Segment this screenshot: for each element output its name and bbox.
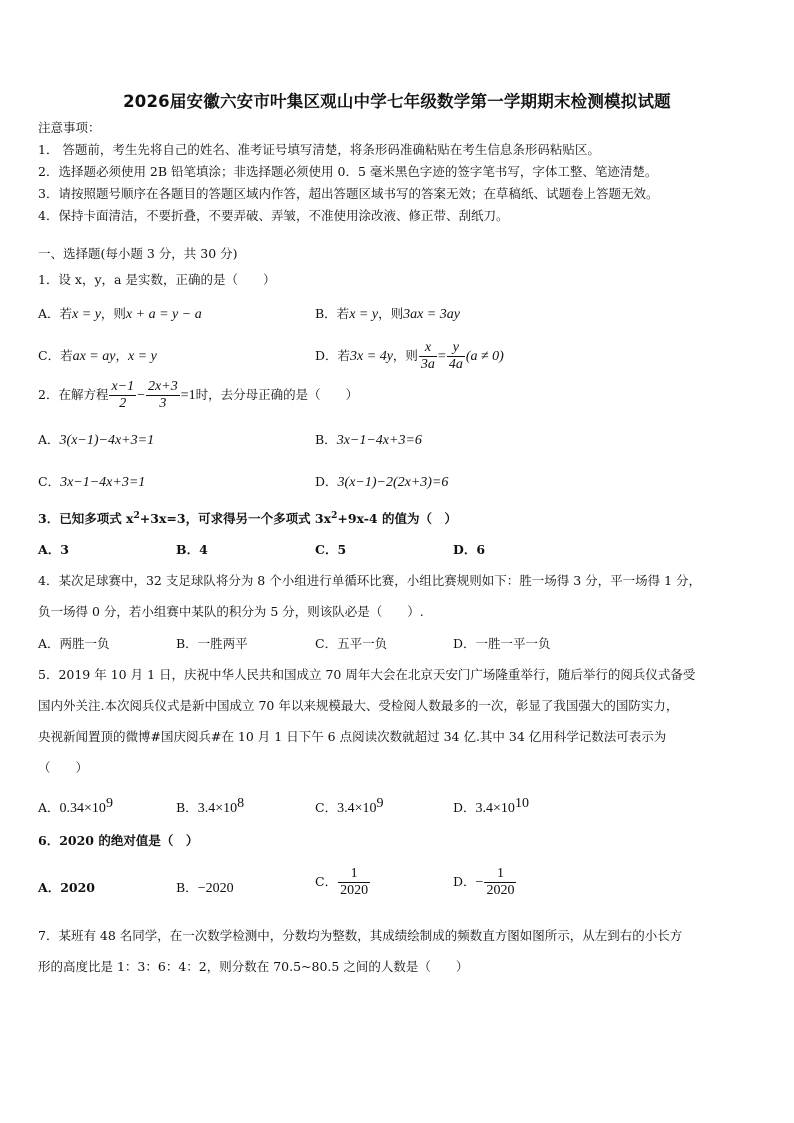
- math-expression: (a ≠ 0): [465, 349, 504, 365]
- fraction-numerator: 1: [338, 866, 370, 883]
- option-label: C．: [315, 874, 338, 890]
- math-operator: =: [437, 349, 446, 365]
- question-4-option-c: C．五平一负: [315, 636, 388, 651]
- fraction-numerator: 1: [484, 866, 516, 883]
- question-5-line-2: 国内外关注.本次阅兵仪式是新中国成立 70 年以来规模最大、受检阅人数最多的一次，彰显了我国强大的国防实力，: [38, 698, 679, 713]
- option-label: C．: [315, 800, 338, 816]
- exam-title: 2026届安徽六安市叶集区观山中学七年级数学第一学期期末检测模拟试题: [123, 92, 671, 111]
- option-label: D．若: [315, 348, 351, 364]
- question-6-option-b: [176, 880, 234, 898]
- question-7-line-2: 形的高度比是 1：3：6：4：2，则分数在 70.5~80.5 之间的人数是（ ）: [38, 959, 469, 974]
- math-expression: x = y: [349, 307, 379, 322]
- math-expression: 3x−1−4x+3=1: [60, 475, 146, 490]
- fraction-denominator: 2020: [340, 883, 369, 899]
- fraction-denominator: 2020: [486, 883, 515, 899]
- question-5-option-d: [453, 796, 529, 818]
- fraction-denominator: 4a: [448, 357, 463, 373]
- option-text: ，则: [378, 306, 404, 321]
- option-label: A．若: [38, 306, 73, 321]
- math-expression: x = y: [72, 307, 101, 322]
- math-expression: 3ax = 3ay: [403, 307, 460, 322]
- fraction-numerator: x: [419, 340, 437, 357]
- math-expression: 3x−1−4x+3=6: [336, 433, 422, 448]
- fraction-denominator: 3: [159, 396, 167, 412]
- question-6-option-d: [453, 866, 517, 899]
- option-label: B．: [176, 880, 198, 895]
- question-3-option-a: A．3: [38, 542, 69, 557]
- math-expression: 3.4×10: [475, 801, 515, 817]
- question-2-option-b: [315, 432, 422, 450]
- question-text: 时，去分母正确的是（ ）: [195, 387, 359, 403]
- question-1-option-a: [38, 306, 202, 324]
- fraction: [146, 379, 180, 412]
- fraction: [419, 340, 437, 373]
- question-1-option-d: [315, 340, 504, 373]
- option-text: ，则: [100, 306, 126, 321]
- question-5-line-4: （ ）: [38, 760, 89, 775]
- question-3-option-c: C．5: [315, 542, 347, 557]
- math-expression: −2020: [197, 881, 234, 896]
- option-text: ，则: [392, 348, 418, 364]
- notice-item-2: 2．选择题必须使用 2B 铅笔填涂；非选择题必须使用 0．5 毫米黑色字迹的签字笔书写，字体工整、笔迹清楚。: [38, 164, 658, 179]
- fraction-denominator: 2: [119, 396, 127, 412]
- fraction: [109, 379, 136, 412]
- math-expression: 3(x−1)−2(2x+3)=6: [337, 475, 449, 490]
- question-1-stem: 1．设 x，y，a 是实数，正确的是（ ）: [38, 272, 276, 287]
- question-2-stem: [38, 379, 358, 412]
- fraction-denominator: 3a: [420, 357, 435, 373]
- question-3-stem: [38, 511, 457, 526]
- question-2-option-d: [315, 474, 448, 492]
- fraction: [338, 866, 370, 899]
- notice-item-1: 1． 答题前，考生先将自己的姓名、准考证号填写清楚，将条形码准确粘贴在考生信息条形码粘贴区。: [38, 142, 600, 157]
- fraction-numerator: 2x+3: [146, 379, 180, 396]
- question-6-option-c: [315, 866, 371, 899]
- question-3-option-d: D．6: [453, 542, 486, 557]
- math-expression: 3(x−1)−4x+3=1: [59, 433, 155, 448]
- question-5-option-c: [315, 796, 383, 818]
- math-expression: 3.4×10: [197, 801, 238, 817]
- section-heading: 一、选择题(每小题 3 分，共 30 分): [38, 246, 238, 261]
- math-expression: 3.4×10: [337, 801, 377, 817]
- question-5-option-b: [176, 796, 244, 818]
- notice-heading: 注意事项：: [38, 120, 101, 135]
- exponent: 10: [514, 796, 529, 811]
- math-expression: x + a = y − a: [125, 307, 202, 322]
- question-4-option-d: D．一胜一平一负: [453, 636, 551, 651]
- option-label: C．: [38, 474, 61, 489]
- question-5-line-1: 5．2019 年 10 月 1 日，庆祝中华人民共和国成立 70 周年大会在北京天安门广场隆重举行，随后举行的阅兵仪式备受: [38, 667, 696, 682]
- option-label: B．: [315, 432, 337, 447]
- exponent: 2: [331, 511, 338, 521]
- option-label: D．: [453, 800, 476, 816]
- question-text: 3．已知多项式 x: [38, 511, 134, 527]
- question-4-line-1: 4．某次足球赛中，32 支足球队将分为 8 个小组进行单循环比赛，小组比赛规则如下：胜一场得 3 分，平一场得 1 分，: [38, 573, 702, 588]
- math-expression: x = y: [127, 349, 157, 364]
- option-label: B．: [176, 800, 198, 816]
- option-label: A．: [38, 432, 60, 447]
- fraction: [447, 340, 465, 373]
- math-expression: ax = ay: [72, 349, 116, 364]
- notice-item-4: 4．保持卡面清洁，不要折叠，不要弄破、弄皱，不准使用涂改液、修正带、刮纸刀。: [38, 208, 509, 223]
- question-5-option-a: [38, 796, 113, 818]
- question-text: 2．在解方程: [38, 387, 109, 403]
- exponent: 2: [133, 511, 140, 521]
- question-4-option-a: A．两胜一负: [38, 636, 110, 651]
- option-label: D．: [315, 474, 338, 489]
- question-1-option-b: [315, 306, 460, 324]
- question-7-line-1: 7．某班有 48 名同学，在一次数学检测中，分数均为整数，其成绩绘制成的频数直方图如图所示，从左到右的小长方: [38, 928, 683, 943]
- option-label: D．: [453, 874, 476, 890]
- math-operator: −: [137, 388, 146, 404]
- option-label: B．若: [315, 306, 350, 321]
- question-3-option-b: B．4: [176, 542, 208, 557]
- fraction-numerator: y: [447, 340, 465, 357]
- exponent: 9: [376, 796, 384, 811]
- question-5-line-3: 央视新闻置顶的微博#国庆阅兵#在 10 月 1 日下午 6 点阅读次数就超过 34 亿.其中 34 亿用科学记数法可表示为: [38, 729, 667, 744]
- math-operator: −: [475, 875, 484, 891]
- question-text: +9x-4 的值为（ ）: [337, 511, 457, 527]
- math-operator: =1: [180, 388, 196, 404]
- question-text: +3x=3，可求得另一个多项式 3x: [139, 511, 332, 527]
- fraction-numerator: x−1: [109, 379, 136, 396]
- question-2-option-a: [38, 432, 154, 450]
- math-expression: 0.34×10: [59, 801, 106, 817]
- question-4-option-b: B．一胜两平: [176, 636, 248, 651]
- question-1-option-c: [38, 348, 157, 366]
- option-label: C．若: [38, 348, 73, 363]
- option-label: A．: [38, 800, 60, 816]
- question-2-option-c: [38, 474, 145, 492]
- option-text: ，: [115, 348, 128, 363]
- exponent: 8: [237, 796, 245, 811]
- notice-item-3: 3．请按照题号顺序在各题目的答题区域内作答，超出答题区域书写的答案无效；在草稿纸、试题卷上答题无效。: [38, 186, 659, 201]
- question-6-option-a: A．2020: [38, 880, 95, 895]
- fraction: [484, 866, 516, 899]
- question-6-stem: 6．2020 的绝对值是（ ）: [38, 833, 199, 848]
- question-4-line-2: 负一场得 0 分，若小组赛中某队的积分为 5 分，则该队必是（ ）.: [38, 604, 424, 619]
- math-expression: 3x = 4y: [350, 349, 393, 365]
- exponent: 9: [105, 796, 113, 811]
